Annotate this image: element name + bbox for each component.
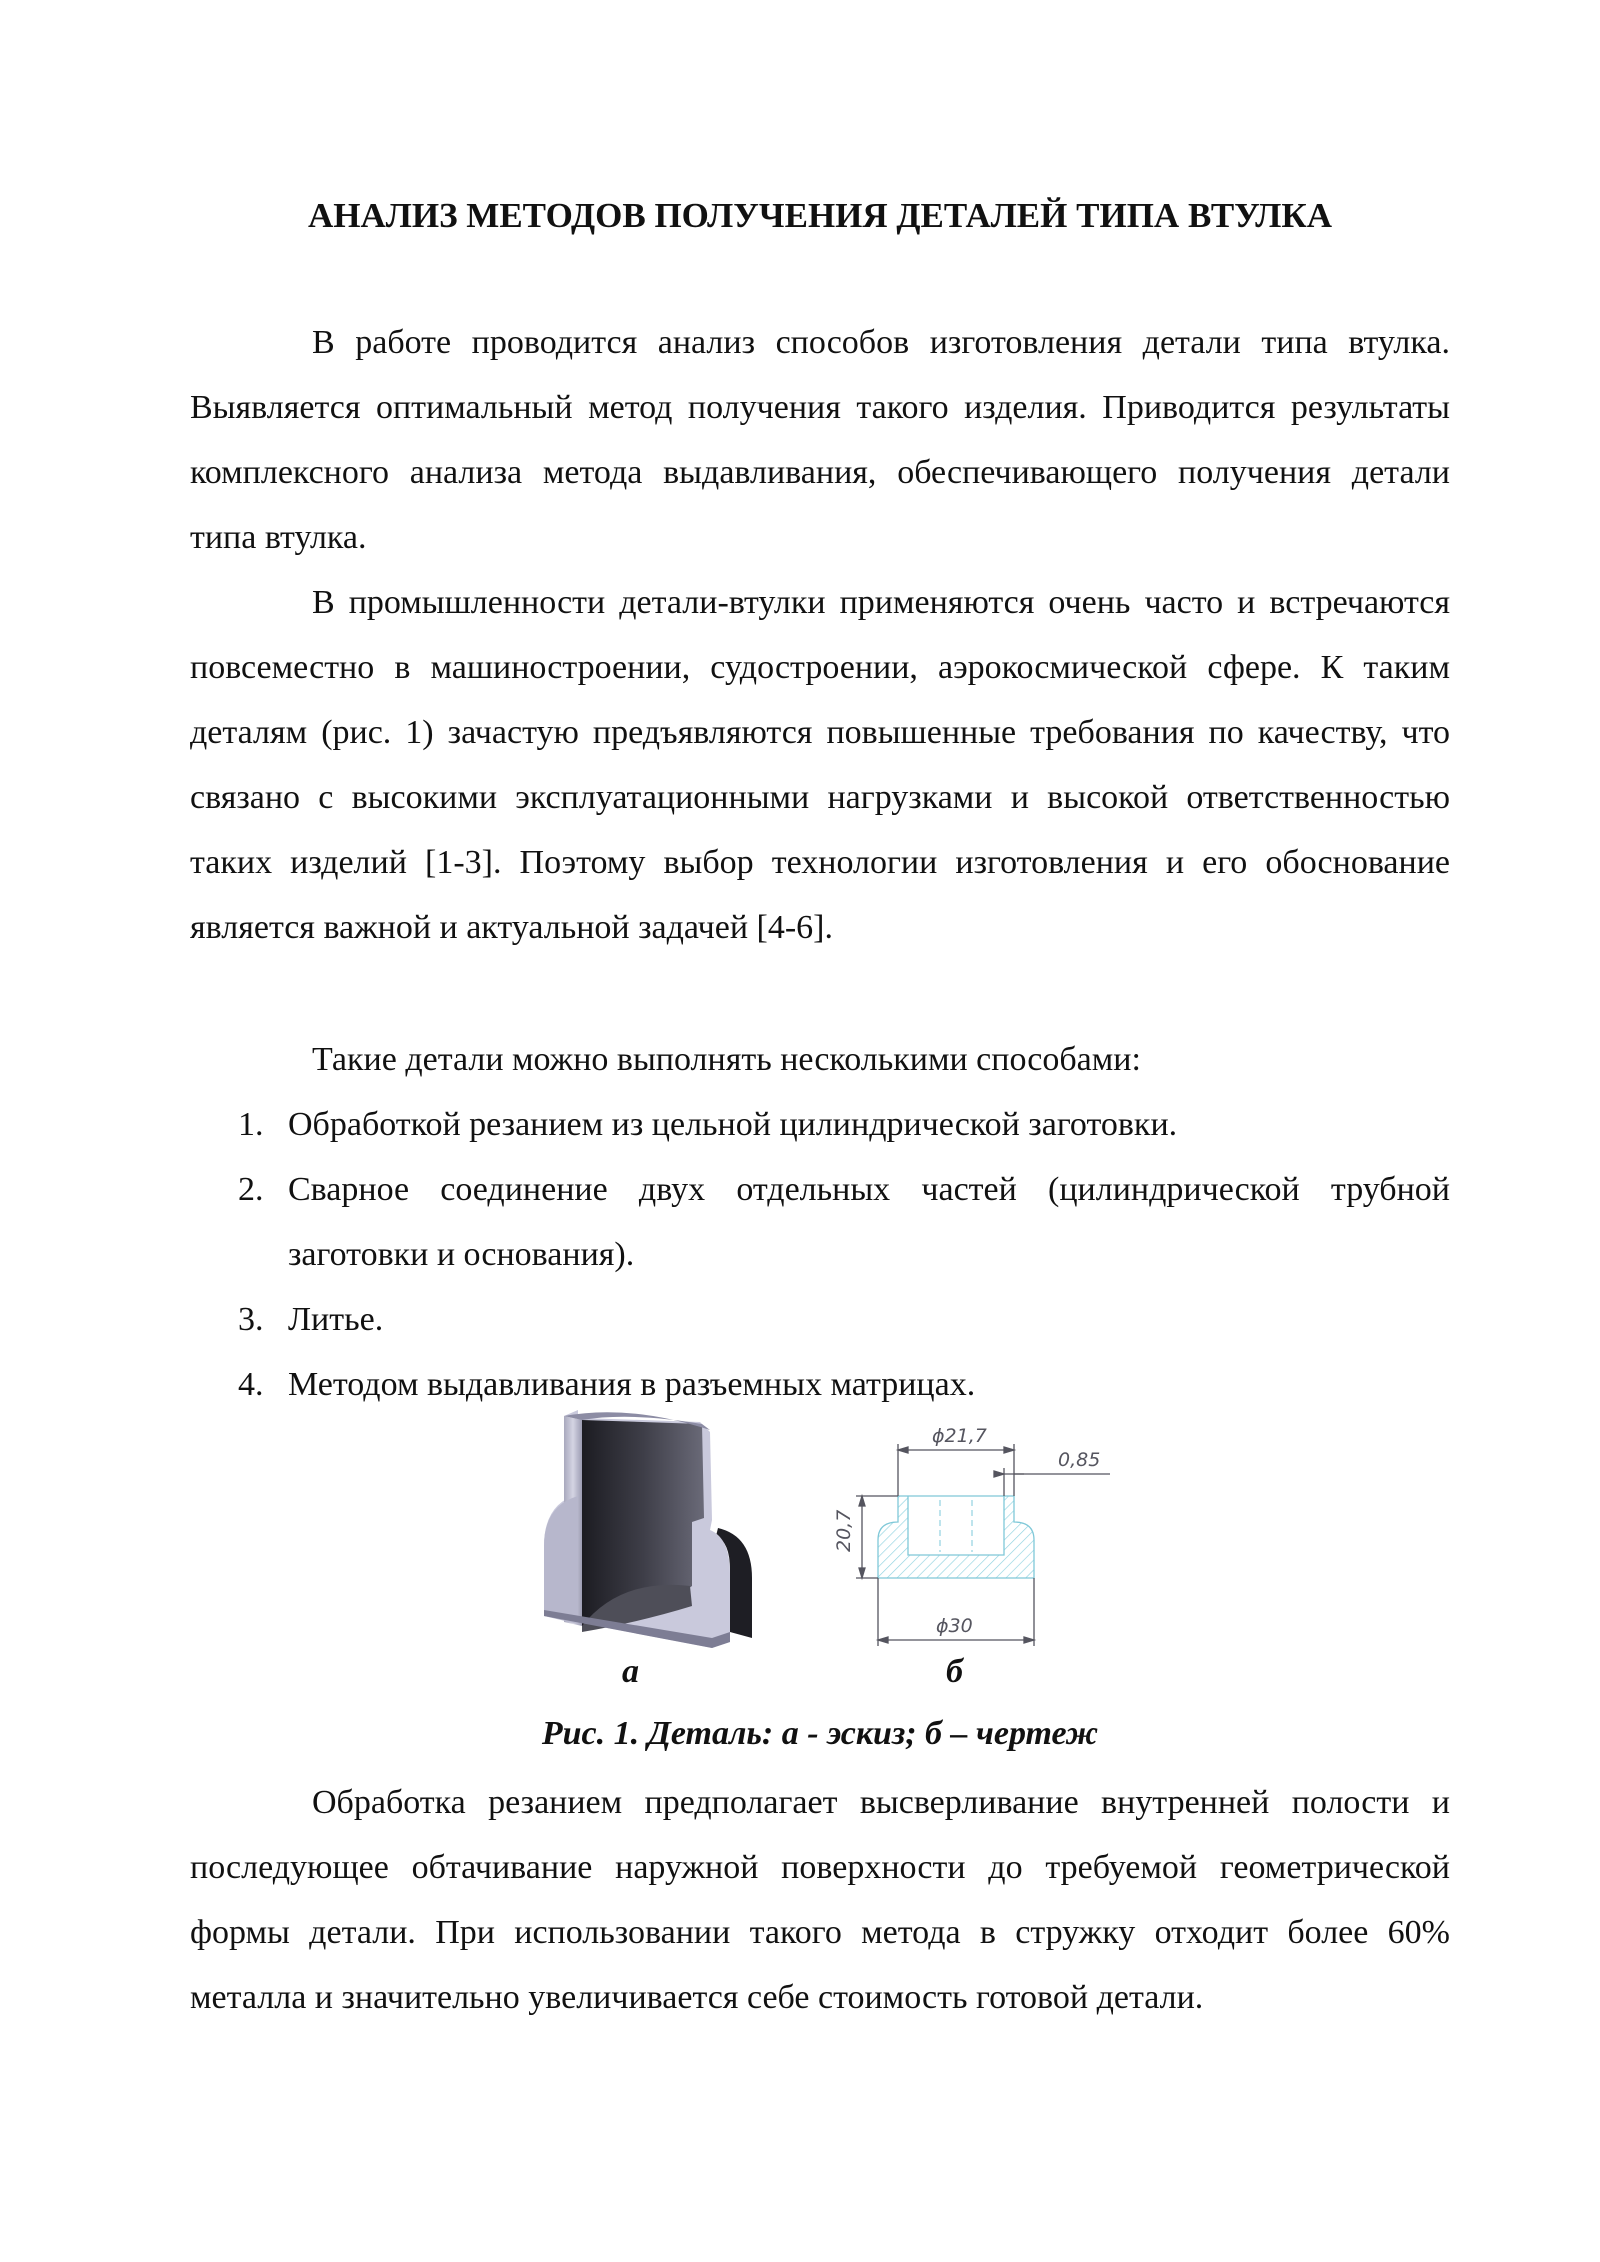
list-item-number: 4.	[238, 1366, 264, 1403]
figure-bushing	[520, 1410, 1140, 1680]
dimension-top: ϕ21,7	[932, 1425, 987, 1447]
document-title: АНАЛИЗ МЕТОДОВ ПОЛУЧЕНИЯ ДЕТАЛЕЙ ТИПА ВТУЛКА	[308, 196, 1332, 235]
paragraph-intro: В промышленности детали-втулки применяются очень часто и встречаются повсеместно в машиностроении, судостроении, аэрокосмической сфере. К таким деталям (рис. 1) зачастую предъявляются повышенные требования по качеству, что связано с высокими эксплуатационными нагрузками и высокой ответственностью таких изделий [1-3]. Поэтому выбор технологии изготовления и его обоснование является важной и актуальной задачей [4-6].	[190, 584, 1450, 946]
figure-label-a: а	[622, 1653, 639, 1690]
list-item-number: 3.	[238, 1301, 264, 1338]
bushing-technical-drawing	[856, 1444, 1110, 1646]
paragraph-methods-lead: Такие детали можно выполнять несколькими способами:	[312, 1041, 1141, 1078]
dimension-height: 20,7	[833, 1509, 855, 1552]
paragraph-abstract: В работе проводится анализ способов изготовления детали типа втулка. Выявляется оптимальный метод получения такого изделия. Приводится результаты комплексного анализа метода выдавливания, обеспечивающего получения детали типа втулка.	[190, 324, 1450, 556]
bushing-3d-sketch	[544, 1410, 752, 1648]
list-item-text: Сварное соединение двух отдельных частей (цилиндрической трубной заготовки и основания).	[288, 1171, 1450, 1273]
methods-list	[190, 1092, 1450, 1417]
list-item	[190, 1092, 1450, 1157]
list-item-text: Литье.	[288, 1301, 384, 1338]
figure-caption: Рис. 1. Деталь: а - эскиз; б – чертеж	[541, 1715, 1099, 1752]
list-item	[190, 1287, 1450, 1352]
list-item-number: 1.	[238, 1106, 264, 1143]
list-item	[190, 1157, 1450, 1287]
dimension-bottom: ϕ30	[936, 1615, 973, 1637]
list-item-text: Методом выдавливания в разъемных матрицах.	[288, 1366, 976, 1403]
figure-label-b: б	[946, 1653, 963, 1690]
list-item-text: Обработкой резанием из цельной цилиндрической заготовки.	[288, 1106, 1178, 1143]
paragraph-cutting: Обработка резанием предполагает высверливание внутренней полости и последующее обтачивание наружной поверхности до требуемой геометрической формы детали. При использовании такого метода в стружку отходит более 60% металла и значительно увеличивается себе стоимость готовой детали.	[190, 1784, 1450, 2016]
list-item-number: 2.	[238, 1171, 264, 1208]
dimension-wall: 0,85	[1058, 1449, 1101, 1471]
list-item	[190, 1352, 1450, 1417]
